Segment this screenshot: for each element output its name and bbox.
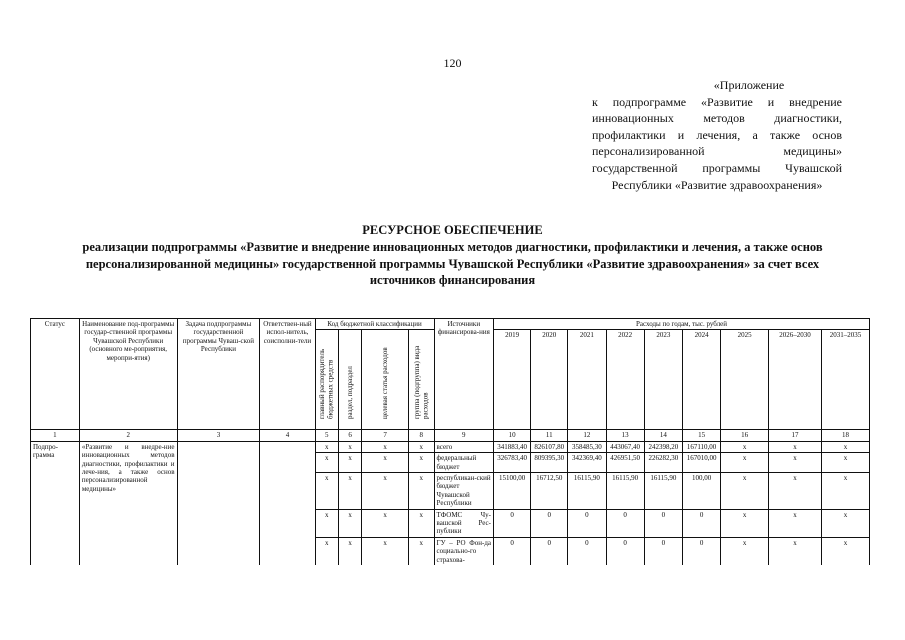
cell-value: x (822, 441, 870, 452)
cell-value: 16712,50 (531, 473, 568, 510)
header-year: 2025 (721, 330, 769, 430)
header-year: 2026–2030 (768, 330, 821, 430)
cell-code: x (362, 473, 409, 510)
column-number: 3 (177, 430, 260, 441)
cell-value: 0 (644, 537, 682, 565)
column-number: 9 (434, 430, 493, 441)
cell-task (177, 441, 260, 565)
column-number: 17 (768, 430, 821, 441)
column-number: 14 (644, 430, 682, 441)
cell-code: x (409, 509, 435, 537)
cell-code: x (315, 473, 338, 510)
cell-value: 16115,90 (606, 473, 644, 510)
cell-value: x (721, 441, 769, 452)
cell-code: x (362, 537, 409, 565)
cell-value: x (768, 509, 821, 537)
resource-table (30, 318, 870, 565)
header-budget-sub: группа (подгруппа) вида расходов (409, 330, 435, 430)
cell-value: x (721, 537, 769, 565)
cell-value: 0 (682, 537, 720, 565)
header-status: Статус (31, 319, 80, 430)
cell-code: x (315, 509, 338, 537)
appendix-heading: «Приложение (713, 78, 785, 92)
cell-source: ТФОМС Чу-вашской Рес-публики (434, 509, 493, 537)
column-number: 15 (682, 430, 720, 441)
cell-value: x (721, 473, 769, 510)
column-number: 13 (606, 430, 644, 441)
column-number: 7 (362, 430, 409, 441)
cell-value: 167110,00 (682, 441, 720, 452)
cell-code: x (409, 537, 435, 565)
cell-value: 0 (644, 509, 682, 537)
column-number-row (31, 430, 870, 441)
cell-value: 358485,30 (568, 441, 606, 452)
cell-value: 0 (493, 537, 530, 565)
cell-value: x (822, 509, 870, 537)
header-year: 2019 (493, 330, 530, 430)
cell-value: 242398,20 (644, 441, 682, 452)
header-year: 2021 (568, 330, 606, 430)
header-year: 2020 (531, 330, 568, 430)
cell-value: 167010,00 (682, 453, 720, 473)
header-year: 2023 (644, 330, 682, 430)
cell-code: x (362, 509, 409, 537)
cell-value: 426951,50 (606, 453, 644, 473)
column-number: 8 (409, 430, 435, 441)
header-responsible: Ответствен-ный испол-нитель, соисполни-тели (260, 319, 315, 430)
cell-code: x (338, 473, 361, 510)
cell-code: x (338, 441, 361, 452)
cell-value: x (822, 453, 870, 473)
header-expenses: Расходы по годам, тыс. рублей (493, 319, 869, 330)
column-number: 2 (79, 430, 177, 441)
cell-code: x (315, 441, 338, 452)
cell-status: Подпро-грамма (31, 441, 80, 565)
cell-value: 0 (568, 509, 606, 537)
cell-value: 0 (568, 537, 606, 565)
header-budget-code: Код бюджетной классификации (315, 319, 434, 330)
header-year: 2024 (682, 330, 720, 430)
cell-value: 0 (606, 509, 644, 537)
cell-value: 16115,90 (568, 473, 606, 510)
table-row (31, 441, 870, 452)
document-title: РЕСУРСНОЕ ОБЕСПЕЧЕНИЕ (362, 223, 543, 237)
cell-source: республикан-ский бюджет Чувашской Республики (434, 473, 493, 510)
appendix-block (592, 77, 842, 193)
cell-value: x (768, 537, 821, 565)
cell-value: 443067,40 (606, 441, 644, 452)
cell-value: x (768, 441, 821, 452)
header-budget-sub: целевая статья расходов (362, 330, 409, 430)
cell-source: всего (434, 441, 493, 452)
cell-value: x (822, 473, 870, 510)
header-task: Задача подпрограммы государственной программы Чуваш-ской Республики (177, 319, 260, 430)
cell-value: 826107,80 (531, 441, 568, 452)
cell-value: 342369,40 (568, 453, 606, 473)
cell-value: 326783,40 (493, 453, 530, 473)
cell-source: федеральный бюджет (434, 453, 493, 473)
cell-value: 226282,30 (644, 453, 682, 473)
cell-responsible (260, 441, 315, 565)
header-budget-sub: главный распорядитель бюджетных средств (315, 330, 338, 430)
column-number: 18 (822, 430, 870, 441)
cell-code: x (362, 453, 409, 473)
document-subtitle: реализации подпрограммы «Развитие и внедрение инновационных методов диагностики, профилактики и лечения, а также основ персонализированной медицины» государственной программы Чувашской Республики «Развитие здравоохранения» за счет всех источников финансирования (82, 240, 823, 287)
cell-code: x (409, 441, 435, 452)
cell-value: 341883,40 (493, 441, 530, 452)
cell-name: «Развитие и внедре-ние инновационных методов диагностики, профилактики и лече-ния, а также основ персонализированной медицины» (79, 441, 177, 565)
cell-value: 15100,00 (493, 473, 530, 510)
cell-value: 0 (493, 509, 530, 537)
cell-value: 0 (606, 537, 644, 565)
cell-value: x (822, 537, 870, 565)
cell-value: x (768, 473, 821, 510)
header-budget-sub: раздел, подраздел (338, 330, 361, 430)
column-number: 1 (31, 430, 80, 441)
cell-value: x (721, 453, 769, 473)
header-sources: Источники финансирова-ния (434, 319, 493, 430)
cell-code: x (338, 509, 361, 537)
column-number: 11 (531, 430, 568, 441)
cell-value: x (768, 453, 821, 473)
cell-code: x (338, 453, 361, 473)
cell-value: 0 (531, 537, 568, 565)
cell-code: x (338, 537, 361, 565)
table-body (31, 441, 870, 565)
header-year: 2022 (606, 330, 644, 430)
appendix-text: к подпрограмме «Развитие и внедрение инновационных методов диагностики, профилактики и лечения, а также основ персонализированной медицины» государственной программы Чувашской Республики «Развитие здравоохранения» (592, 94, 842, 192)
column-number: 4 (260, 430, 315, 441)
cell-code: x (362, 441, 409, 452)
cell-code: x (409, 473, 435, 510)
cell-value: x (721, 509, 769, 537)
column-number: 12 (568, 430, 606, 441)
header-year: 2031–2035 (822, 330, 870, 430)
cell-value: 809395,30 (531, 453, 568, 473)
header-name: Наименование под-программы государ-ственной программы Чувашской Республики (основного ме-роприятия, меропри-ятия) (79, 319, 177, 430)
cell-value: 16115,90 (644, 473, 682, 510)
cell-source: ГУ – РО Фон-да социально-го страхова- (434, 537, 493, 565)
cell-value: 0 (531, 509, 568, 537)
column-number: 16 (721, 430, 769, 441)
column-number: 6 (338, 430, 361, 441)
column-number: 10 (493, 430, 530, 441)
cell-value: 0 (682, 509, 720, 537)
cell-code: x (315, 537, 338, 565)
page-number: 120 (443, 56, 462, 70)
cell-value: 100,00 (682, 473, 720, 510)
column-number: 5 (315, 430, 338, 441)
cell-code: x (315, 453, 338, 473)
cell-code: x (409, 453, 435, 473)
